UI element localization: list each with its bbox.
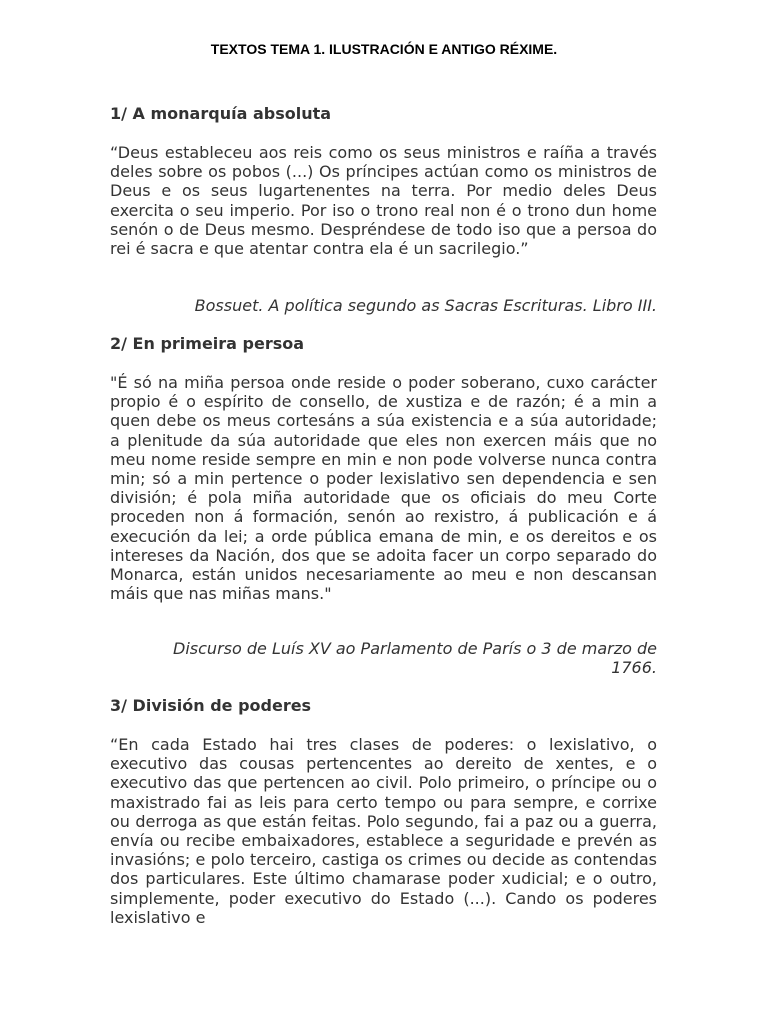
section-text-1: “Deus estableceu aos reis como os seus ministros e raíña a través deles sobre os pobos (...) Os príncipes actúan como os ministros de Deus e os seus lugartenentes na terra. Por medio deles Deus exercita o seu imperio. Por iso o trono real non é o trono dun home senón o de Deus mesmo. Despréndese de todo iso que a persoa do rei é sacra e que atentar contra ela é un sacrilegio.”	[110, 143, 657, 259]
section-heading-3: 3/ División de poderes	[110, 696, 312, 715]
section-heading-1: 1/ A monarquía absoluta	[110, 104, 332, 123]
section-heading-2: 2/ En primeira persoa	[110, 334, 305, 353]
section-citation-1: Bossuet. A política segundo as Sacras Escrituras. Libro III.	[194, 296, 657, 315]
section-citation-2: Discurso de Luís XV ao Parlamento de París o 3 de marzo de 1766.	[173, 639, 657, 678]
section-text-3: “En cada Estado hai tres clases de poderes: o lexislativo, o executivo das cousas pertencentes ao dereito de xentes, e o executivo das que pertencen ao civil. Polo primeiro, o príncipe ou o maxistrado fai as leis para certo tempo ou para sempre, e corrixe ou derroga as que están feitas. Polo segundo, fai a paz ou a guerra, envía ou recibe embaixadores, establece a seguridade e prevén as invasións; e polo terceiro, castiga os crimes ou decide as contendas dos particulares. Este último chamarase poder xudicial; e o outro, simplemente, poder executivo do Estado (...). Cando os poderes lexislativo e	[110, 735, 657, 927]
document-title: TEXTOS TEMA 1. ILUSTRACIÓN E ANTIGO RÉXIME.	[210, 41, 558, 57]
section-text-2: "É só na miña persoa onde reside o poder soberano, cuxo carácter propio é o espírito de consello, de xustiza e de razón; é a min a quen debe os meus cortesáns a súa existencia e a súa autoridade; a plenitude da súa autoridade que eles non exercen máis que no meu nome reside sempre en min e non pode volverse nunca contra min; só a min pertence o poder lexislativo sen dependencia e sen división; é pola miña autoridade que os oficiais do meu Corte proceden non á formación, senón ao rexistro, á publicación e á execución da lei; a orde pública emana de min, e os dereitos e os intereses da Nación, dos que se adoita facer un corpo separado do Monarca, están unidos necesariamente ao meu e non descansan máis que nas miñas mans."	[110, 373, 657, 604]
